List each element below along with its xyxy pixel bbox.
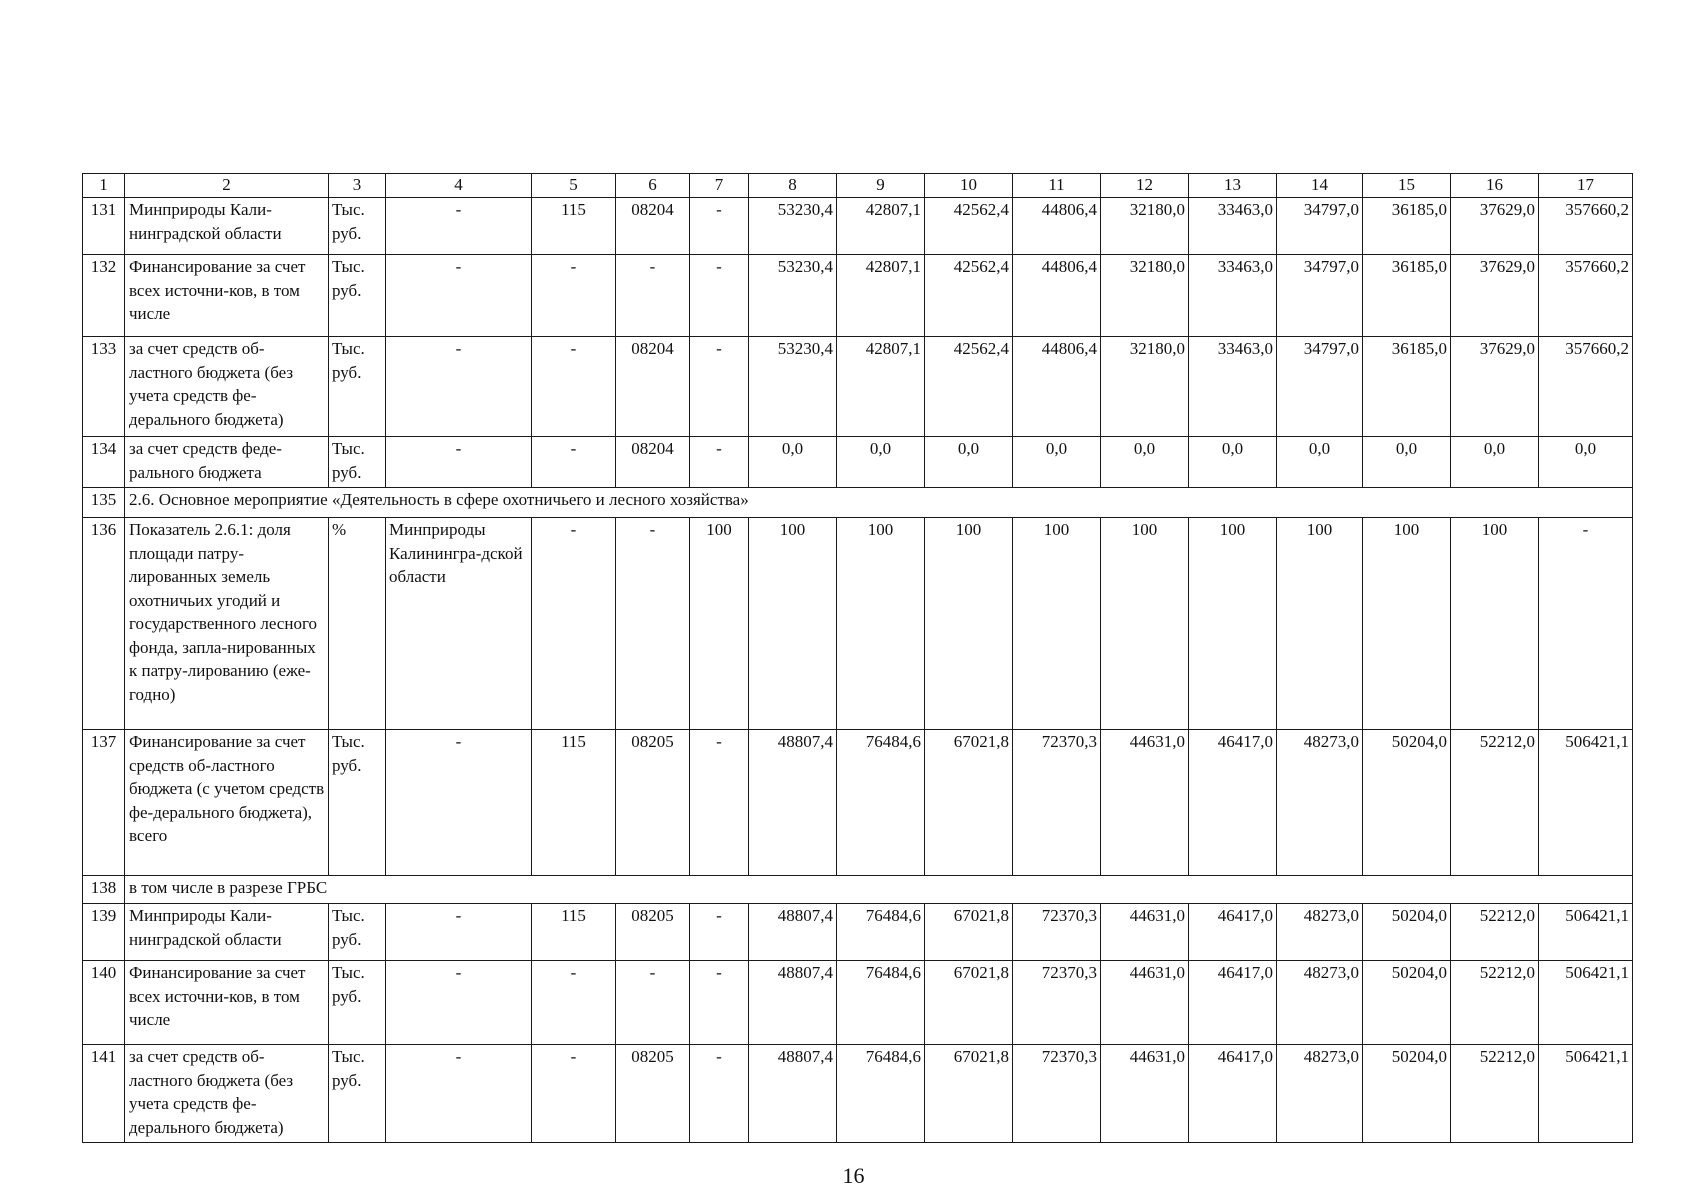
code-cell: - [616, 255, 690, 337]
value-cell-col-11: 44806,4 [1013, 255, 1101, 337]
table-row [83, 518, 1633, 730]
value-cell-col-14: 48273,0 [1277, 730, 1363, 876]
value-cell-col-14: 48273,0 [1277, 1045, 1363, 1143]
value-cell-col-15: 50204,0 [1363, 904, 1451, 961]
code-cell: - [532, 518, 616, 730]
value-cell-col-12: 100 [1101, 518, 1189, 730]
code-cell: - [690, 904, 749, 961]
column-header-11: 11 [1013, 174, 1101, 198]
table-row [83, 437, 1633, 488]
unit-cell: Тыс. руб. [329, 437, 386, 488]
code-cell: - [690, 730, 749, 876]
value-cell-col-9: 76484,6 [837, 961, 925, 1045]
column-header-7: 7 [690, 174, 749, 198]
column-header-17: 17 [1539, 174, 1633, 198]
row-description: Показатель 2.6.1: доля площади патру-лированных земель охотничьих угодий и государственного лесного фонда, запла-нированных к патру-лированию (еже-годно) [125, 518, 329, 730]
responsible-cell: Минприроды Калинингра-дской области [386, 518, 532, 730]
responsible-cell: - [386, 961, 532, 1045]
value-cell-col-17: 357660,2 [1539, 255, 1633, 337]
row-number: 138 [83, 876, 125, 904]
unit-cell: Тыс. руб. [329, 961, 386, 1045]
value-cell-col-13: 33463,0 [1189, 198, 1277, 255]
row-description: Финансирование за счет средств об-ластного бюджета (с учетом средств фе-дерального бюджета), всего [125, 730, 329, 876]
section-row [83, 876, 1633, 904]
value-cell-col-8: 53230,4 [749, 337, 837, 437]
value-cell-col-13: 33463,0 [1189, 337, 1277, 437]
budget-table [82, 173, 1633, 1143]
value-cell-col-17: 357660,2 [1539, 198, 1633, 255]
row-description: за счет средств об-ластного бюджета (без учета средств фе-дерального бюджета) [125, 1045, 329, 1143]
value-cell-col-16: 37629,0 [1451, 337, 1539, 437]
code-cell: - [532, 255, 616, 337]
value-cell-col-17: 0,0 [1539, 437, 1633, 488]
value-cell-col-8: 0,0 [749, 437, 837, 488]
value-cell-col-13: 46417,0 [1189, 904, 1277, 961]
value-cell-col-9: 0,0 [837, 437, 925, 488]
value-cell-col-8: 48807,4 [749, 730, 837, 876]
column-header-4: 4 [386, 174, 532, 198]
value-cell-col-12: 44631,0 [1101, 1045, 1189, 1143]
value-cell-col-14: 100 [1277, 518, 1363, 730]
code-cell: - [690, 198, 749, 255]
unit-cell: Тыс. руб. [329, 904, 386, 961]
column-header-6: 6 [616, 174, 690, 198]
value-cell-col-8: 53230,4 [749, 255, 837, 337]
code-cell: - [532, 337, 616, 437]
row-number: 133 [83, 337, 125, 437]
table-row [83, 337, 1633, 437]
value-cell-col-12: 44631,0 [1101, 961, 1189, 1045]
value-cell-col-15: 36185,0 [1363, 198, 1451, 255]
value-cell-col-10: 42562,4 [925, 337, 1013, 437]
value-cell-col-10: 67021,8 [925, 1045, 1013, 1143]
responsible-cell: - [386, 255, 532, 337]
column-header-16: 16 [1451, 174, 1539, 198]
value-cell-col-14: 34797,0 [1277, 198, 1363, 255]
value-cell-col-14: 0,0 [1277, 437, 1363, 488]
value-cell-col-17: 506421,1 [1539, 1045, 1633, 1143]
code-cell: 115 [532, 730, 616, 876]
value-cell-col-15: 50204,0 [1363, 1045, 1451, 1143]
code-cell: 08204 [616, 437, 690, 488]
table-row [83, 255, 1633, 337]
value-cell-col-15: 50204,0 [1363, 730, 1451, 876]
value-cell-col-17: 506421,1 [1539, 904, 1633, 961]
value-cell-col-8: 48807,4 [749, 961, 837, 1045]
column-header-12: 12 [1101, 174, 1189, 198]
table-row [83, 198, 1633, 255]
responsible-cell: - [386, 1045, 532, 1143]
value-cell-col-11: 72370,3 [1013, 961, 1101, 1045]
row-description: Минприроды Кали-нинградской области [125, 904, 329, 961]
column-header-1: 1 [83, 174, 125, 198]
value-cell-col-9: 100 [837, 518, 925, 730]
column-header-14: 14 [1277, 174, 1363, 198]
value-cell-col-9: 76484,6 [837, 730, 925, 876]
value-cell-col-12: 0,0 [1101, 437, 1189, 488]
value-cell-col-13: 46417,0 [1189, 730, 1277, 876]
value-cell-col-15: 100 [1363, 518, 1451, 730]
table-row [83, 904, 1633, 961]
value-cell-col-17: - [1539, 518, 1633, 730]
table-row [83, 730, 1633, 876]
value-cell-col-15: 36185,0 [1363, 255, 1451, 337]
value-cell-col-17: 506421,1 [1539, 961, 1633, 1045]
column-header-3: 3 [329, 174, 386, 198]
column-header-15: 15 [1363, 174, 1451, 198]
row-number: 140 [83, 961, 125, 1045]
value-cell-col-11: 72370,3 [1013, 730, 1101, 876]
value-cell-col-11: 44806,4 [1013, 337, 1101, 437]
value-cell-col-17: 506421,1 [1539, 730, 1633, 876]
row-number: 141 [83, 1045, 125, 1143]
unit-cell: Тыс. руб. [329, 255, 386, 337]
code-cell: - [690, 961, 749, 1045]
value-cell-col-9: 42807,1 [837, 198, 925, 255]
code-cell: 08205 [616, 904, 690, 961]
column-header-8: 8 [749, 174, 837, 198]
value-cell-col-13: 0,0 [1189, 437, 1277, 488]
value-cell-col-15: 50204,0 [1363, 961, 1451, 1045]
code-cell: - [690, 337, 749, 437]
unit-cell: % [329, 518, 386, 730]
value-cell-col-14: 48273,0 [1277, 961, 1363, 1045]
code-cell: - [690, 437, 749, 488]
section-row [83, 488, 1633, 518]
value-cell-col-16: 100 [1451, 518, 1539, 730]
column-header-10: 10 [925, 174, 1013, 198]
code-cell: 08205 [616, 1045, 690, 1143]
table-body [83, 174, 1633, 1143]
value-cell-col-9: 42807,1 [837, 255, 925, 337]
unit-cell: Тыс. руб. [329, 198, 386, 255]
value-cell-col-8: 48807,4 [749, 1045, 837, 1143]
unit-cell: Тыс. руб. [329, 1045, 386, 1143]
value-cell-col-15: 0,0 [1363, 437, 1451, 488]
row-number: 137 [83, 730, 125, 876]
value-cell-col-10: 67021,8 [925, 961, 1013, 1045]
value-cell-col-10: 42562,4 [925, 198, 1013, 255]
code-cell: - [616, 961, 690, 1045]
code-cell: - [532, 1045, 616, 1143]
value-cell-col-16: 52212,0 [1451, 904, 1539, 961]
value-cell-col-12: 32180,0 [1101, 255, 1189, 337]
column-header-9: 9 [837, 174, 925, 198]
section-title: 2.6. Основное мероприятие «Деятельность в сфере охотничьего и лесного хозяйства» [125, 488, 1633, 518]
column-header-5: 5 [532, 174, 616, 198]
value-cell-col-8: 100 [749, 518, 837, 730]
row-description: Финансирование за счет всех источни-ков, в том числе [125, 255, 329, 337]
code-cell: - [532, 437, 616, 488]
value-cell-col-10: 67021,8 [925, 904, 1013, 961]
value-cell-col-9: 76484,6 [837, 904, 925, 961]
unit-cell: Тыс. руб. [329, 337, 386, 437]
value-cell-col-16: 52212,0 [1451, 730, 1539, 876]
code-cell: 115 [532, 198, 616, 255]
value-cell-col-13: 100 [1189, 518, 1277, 730]
responsible-cell: - [386, 437, 532, 488]
value-cell-col-13: 33463,0 [1189, 255, 1277, 337]
value-cell-col-16: 37629,0 [1451, 198, 1539, 255]
value-cell-col-10: 67021,8 [925, 730, 1013, 876]
value-cell-col-16: 0,0 [1451, 437, 1539, 488]
value-cell-col-9: 42807,1 [837, 337, 925, 437]
value-cell-col-16: 37629,0 [1451, 255, 1539, 337]
value-cell-col-11: 100 [1013, 518, 1101, 730]
value-cell-col-10: 0,0 [925, 437, 1013, 488]
page-number: 16 [842, 1163, 865, 1188]
row-number: 136 [83, 518, 125, 730]
table-row [83, 1045, 1633, 1143]
value-cell-col-14: 34797,0 [1277, 337, 1363, 437]
code-cell: - [616, 518, 690, 730]
value-cell-col-16: 52212,0 [1451, 1045, 1539, 1143]
value-cell-col-11: 0,0 [1013, 437, 1101, 488]
responsible-cell: - [386, 730, 532, 876]
value-cell-col-11: 72370,3 [1013, 1045, 1101, 1143]
column-header-13: 13 [1189, 174, 1277, 198]
value-cell-col-15: 36185,0 [1363, 337, 1451, 437]
code-cell: 08204 [616, 198, 690, 255]
code-cell: 115 [532, 904, 616, 961]
value-cell-col-10: 42562,4 [925, 255, 1013, 337]
value-cell-col-8: 48807,4 [749, 904, 837, 961]
row-description: Финансирование за счет всех источни-ков, в том числе [125, 961, 329, 1045]
row-number: 135 [83, 488, 125, 518]
responsible-cell: - [386, 337, 532, 437]
value-cell-col-11: 44806,4 [1013, 198, 1101, 255]
value-cell-col-13: 46417,0 [1189, 1045, 1277, 1143]
responsible-cell: - [386, 198, 532, 255]
row-description: за счет средств об-ластного бюджета (без учета средств фе-дерального бюджета) [125, 337, 329, 437]
value-cell-col-17: 357660,2 [1539, 337, 1633, 437]
unit-cell: Тыс. руб. [329, 730, 386, 876]
row-number: 132 [83, 255, 125, 337]
code-cell: - [532, 961, 616, 1045]
value-cell-col-9: 76484,6 [837, 1045, 925, 1143]
value-cell-col-14: 48273,0 [1277, 904, 1363, 961]
value-cell-col-12: 44631,0 [1101, 904, 1189, 961]
header-row [83, 174, 1633, 198]
value-cell-col-16: 52212,0 [1451, 961, 1539, 1045]
row-description: Минприроды Кали-нинградской области [125, 198, 329, 255]
table-row [83, 961, 1633, 1045]
code-cell: - [690, 255, 749, 337]
code-cell: 08205 [616, 730, 690, 876]
row-number: 131 [83, 198, 125, 255]
value-cell-col-12: 44631,0 [1101, 730, 1189, 876]
value-cell-col-14: 34797,0 [1277, 255, 1363, 337]
code-cell: 08204 [616, 337, 690, 437]
code-cell: 100 [690, 518, 749, 730]
value-cell-col-8: 53230,4 [749, 198, 837, 255]
value-cell-col-11: 72370,3 [1013, 904, 1101, 961]
row-description: за счет средств феде-рального бюджета [125, 437, 329, 488]
value-cell-col-12: 32180,0 [1101, 198, 1189, 255]
row-number: 139 [83, 904, 125, 961]
value-cell-col-10: 100 [925, 518, 1013, 730]
column-header-2: 2 [125, 174, 329, 198]
section-title: в том числе в разрезе ГРБС [125, 876, 1633, 904]
value-cell-col-12: 32180,0 [1101, 337, 1189, 437]
code-cell: - [690, 1045, 749, 1143]
responsible-cell: - [386, 904, 532, 961]
value-cell-col-13: 46417,0 [1189, 961, 1277, 1045]
row-number: 134 [83, 437, 125, 488]
